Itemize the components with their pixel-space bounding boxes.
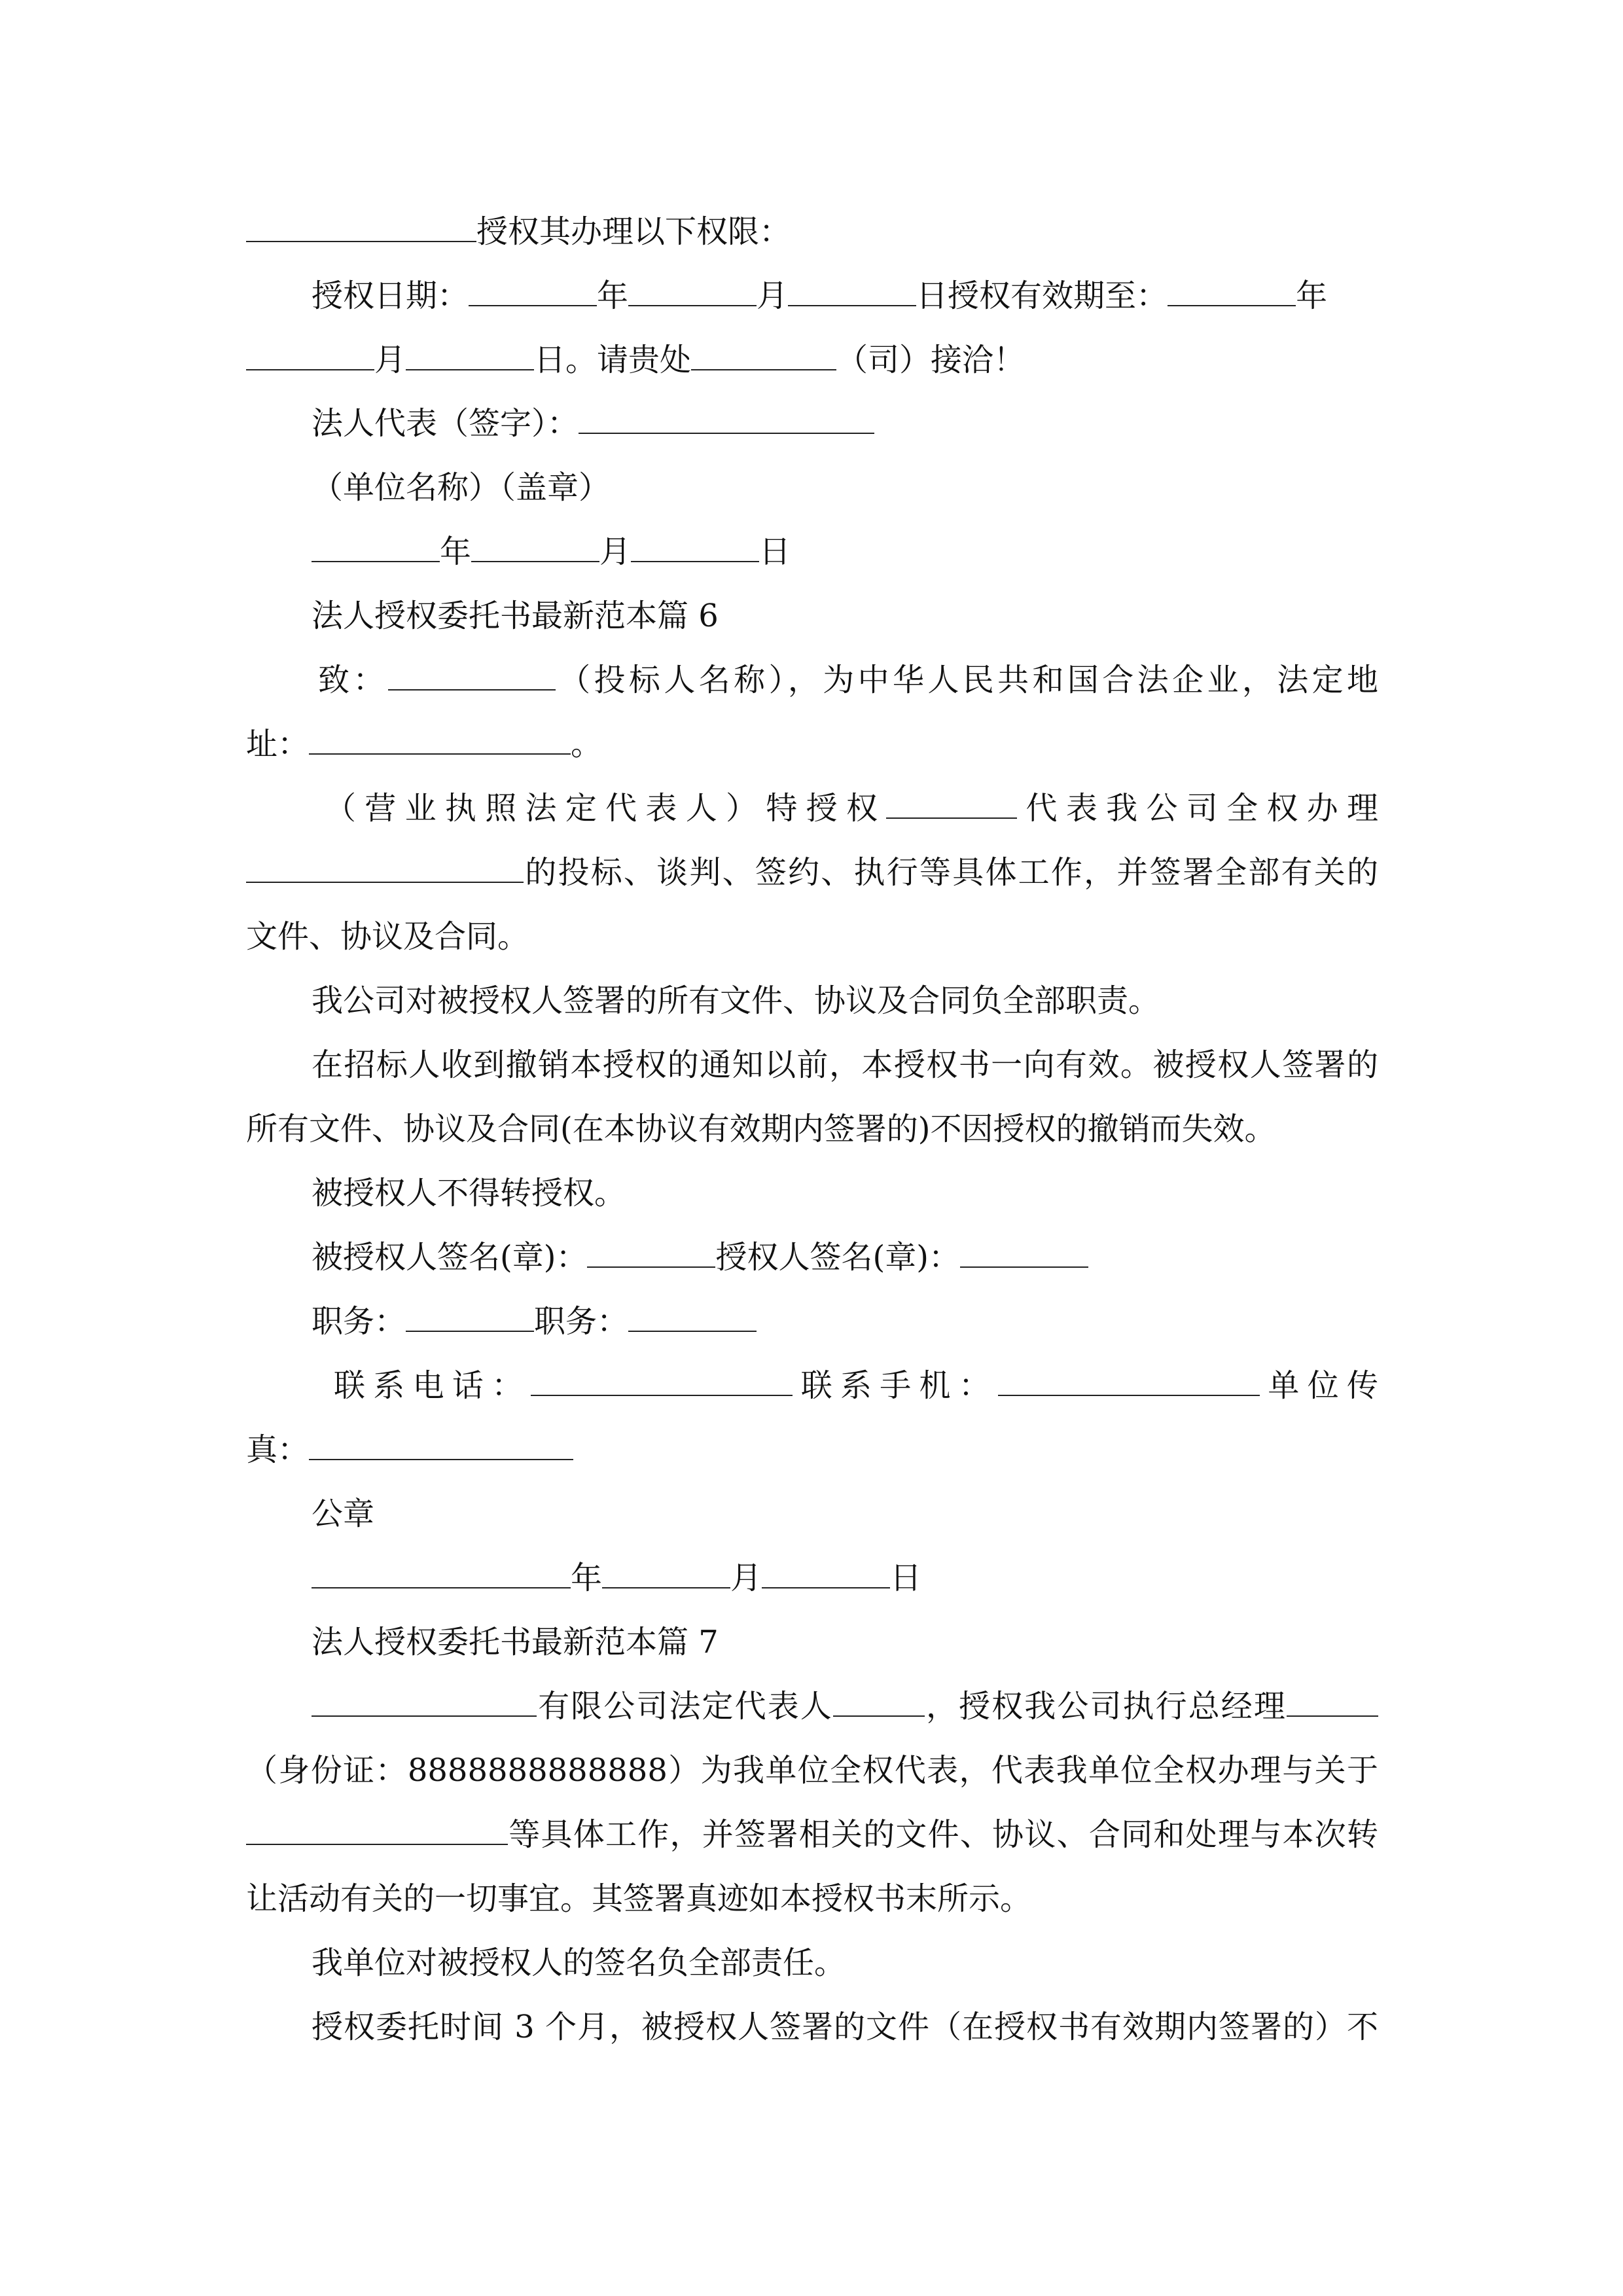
blank-field — [246, 204, 476, 242]
blank-field — [309, 1422, 573, 1460]
no-transfer-paragraph: 被授权人不得转授权。 — [312, 1175, 626, 1211]
blank-field — [960, 1230, 1088, 1268]
blank-field — [762, 1551, 890, 1588]
blank-field — [587, 1230, 715, 1268]
authorization-date-line: 授权日期： 年 月 日授权有效期至： 年 — [312, 264, 1378, 328]
blank-field — [998, 1358, 1260, 1396]
blank-field — [886, 781, 1017, 819]
company-rep-line: 有限公司法定代表人 ，授权我公司执行总经理 — [312, 1674, 1378, 1738]
address-line: 址： 。 — [246, 712, 1378, 776]
contact-line: 联系电话： 联系手机： 单位传 — [334, 1354, 1378, 1418]
blank-field — [469, 268, 597, 306]
addressee-line: 致： （投标人名称），为中华人民共和国合法企业，法定地 — [318, 648, 1378, 712]
responsibility-paragraph: 我单位对被授权人的签名负全部责任。 — [312, 1945, 846, 1981]
date-line: 年 月 日 — [312, 1546, 1378, 1610]
blank-field — [471, 524, 599, 562]
blank-field — [1168, 268, 1296, 306]
authorization-scope-line: 的投标、谈判、签约、执行等具体工作，并签署全部有关的 — [246, 840, 1378, 905]
blank-field — [531, 1358, 793, 1396]
signature-blank — [579, 396, 874, 434]
unit-seal-line: （单位名称）（盖章） — [312, 469, 611, 506]
blank-field — [309, 717, 571, 755]
blank-field — [628, 1294, 757, 1332]
date-line: 年 月 日 — [312, 520, 1378, 584]
seal-label: 公章 — [312, 1496, 375, 1532]
validity-paragraph-line-1: 在招标人收到撤销本授权的通知以前，本授权书一向有效。被授权人签署的 — [312, 1047, 1378, 1083]
position-line: 职务： 职务： — [312, 1289, 1378, 1354]
blank-field — [246, 845, 524, 883]
blank-field — [246, 1807, 508, 1845]
blank-field — [388, 653, 556, 691]
blank-field — [406, 332, 534, 370]
blank-field — [833, 1679, 925, 1717]
responsibility-paragraph: 我公司对被授权人签署的所有文件、协议及合同负全部职责。 — [312, 982, 1160, 1019]
legal-rep-signature-line: 法人代表（签字）： — [312, 391, 1378, 456]
blank-field — [312, 1551, 571, 1588]
work-scope-line: 等具体工作，并签署相关的文件、协议、合同和处理与本次转 — [246, 1803, 1378, 1867]
blank-field — [631, 524, 759, 562]
matters-line: 让活动有关的一切事宜。其签署真迹如本授权书末所示。 — [246, 1880, 1032, 1917]
authorization-line: （营业执照法定代表人）特授权 代表我公司全权办理 — [325, 776, 1378, 840]
validity-paragraph-line-2: 所有文件、协议及合同(在本协议有效期内签署的)不因授权的撤销而失效。 — [246, 1111, 1276, 1147]
blank-field — [628, 268, 757, 306]
blank-field — [602, 1551, 730, 1588]
blank-field — [312, 524, 440, 562]
blank-field — [691, 332, 836, 370]
blank-field — [312, 1679, 537, 1717]
blank-field — [788, 268, 916, 306]
blank-field — [1287, 1679, 1378, 1717]
blank-field — [406, 1294, 534, 1332]
validity-line: 月 日。请贵处 （司）接洽！ — [246, 328, 1378, 392]
authority-line: 授权其办理以下权限： — [246, 200, 1378, 264]
blank-field — [246, 332, 374, 370]
documents-line: 文件、协议及合同。 — [246, 918, 529, 955]
signature-line: 被授权人签名(章)： 授权人签名(章)： — [312, 1225, 1378, 1289]
term-line: 授权委托时间 3 个月，被授权人签署的文件（在授权书有效期内签署的）不 — [312, 2009, 1378, 2045]
section-heading-7: 法人授权委托书最新范本篇 7 — [312, 1624, 719, 1660]
section-heading-6: 法人授权委托书最新范本篇 6 — [312, 598, 719, 634]
id-line: （身份证：8888888888888）为我单位全权代表，代表我单位全权办理与关于 — [246, 1752, 1378, 1789]
fax-line: 真： — [246, 1418, 1378, 1482]
